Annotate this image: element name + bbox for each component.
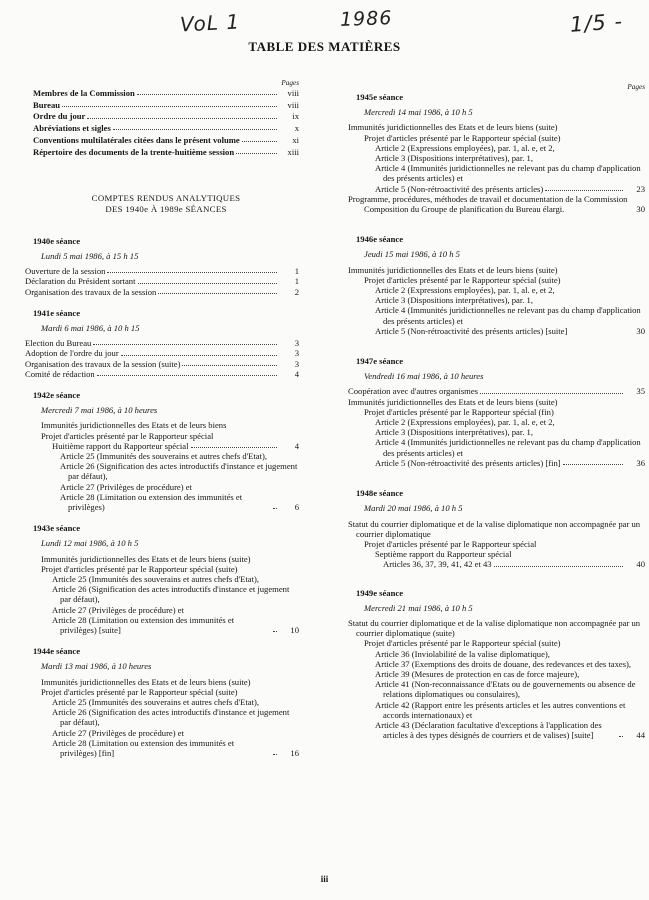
entry-text: Article 28 (Limitation ou extension des immunités et privilèges) [60, 491, 243, 512]
entry-text: Ordre du jour [33, 111, 86, 122]
seance-entry [348, 518, 645, 539]
seance-block [33, 523, 299, 635]
dot-leader [563, 464, 623, 465]
entry-page: 44 [636, 730, 645, 741]
entry-page: 4 [294, 440, 299, 451]
seance-date: Lundi 12 mai 1986, à 10 h 5 [41, 538, 139, 549]
seance-date: Jeudi 15 mai 1986, à 10 h 5 [364, 249, 460, 260]
entry-text: Projet d'articles présenté par le Rapporteur spécial (suite) [364, 274, 561, 285]
front-matter-entry [33, 88, 299, 98]
front-matter-entry [33, 111, 299, 121]
seance-block [348, 234, 645, 336]
seance-entry [356, 437, 645, 457]
seance-entry [25, 368, 299, 379]
seance-entry [25, 338, 299, 349]
entry-page: 3 [294, 348, 299, 359]
seance-entry [356, 184, 645, 194]
seance-entry [348, 193, 645, 204]
left-seance-list [25, 235, 299, 759]
seance-heading: 1942e séance [33, 389, 81, 400]
entry-text: Conventions multilatérales citées dans le présent volume [33, 134, 240, 145]
seance-entry [348, 617, 645, 639]
seance-heading: 1945e séance [356, 92, 404, 102]
entry-text: Programme, procédures, méthodes de travail et documentation de la Commission [348, 193, 628, 204]
seance-entry [33, 605, 299, 615]
entry-text: Membres de la Commission [33, 88, 135, 98]
seance-entry [356, 649, 645, 659]
entry-text: Comité de rédaction [25, 368, 95, 379]
dot-leader [113, 129, 277, 130]
entry-page: 10 [290, 625, 299, 636]
seance-entry [356, 700, 645, 720]
entry-text: Article 3 (Dispositions interprétatives), par. 1, [375, 153, 533, 164]
entry-page: x [294, 123, 299, 134]
entry-text: Projet d'articles présenté par le Rapporteur spécial (suite) [41, 686, 238, 697]
seance-block [25, 235, 299, 297]
entry-text: Immunités juridictionnelles des Etats et de leurs biens (suite) [41, 676, 251, 687]
seance-block [348, 587, 645, 741]
seance-entry [348, 396, 645, 407]
entry-page: viii [287, 88, 299, 98]
entry-text: Article 39 (Mesures de protection en cas de force majeure), [375, 668, 580, 679]
entry-text: Ouverture de la session [25, 266, 106, 277]
dot-leader [137, 94, 277, 95]
entry-text: Organisation des travaux de la session [25, 286, 157, 297]
seance-heading: 1943e séance [33, 523, 81, 534]
seance-date: Mercredi 7 mai 1986, à 10 heures [41, 405, 158, 416]
entry-text: Article 5 (Non-rétroactivité des présents articles) [375, 183, 544, 194]
dot-leader [87, 118, 277, 119]
seance-heading: 1944e séance [33, 646, 81, 657]
dot-leader [242, 141, 277, 142]
entry-text: Immunités juridictionnelles des Etats et de leurs biens [41, 420, 227, 431]
entry-text: Article 5 (Non-rétroactivité des présents articles) [suite] [375, 325, 568, 336]
entry-text: Projet d'articles présenté par le Rapporteur spécial [364, 538, 537, 549]
handwritten-year-note: 1986 [339, 7, 393, 31]
seance-block [348, 356, 645, 468]
seance-date: Mercredi 14 mai 1986, à 10 h 5 [364, 107, 473, 118]
seance-heading: 1948e séance [356, 488, 404, 499]
page-title: TABLE DES MATIÈRES [248, 39, 401, 54]
seance-block [348, 92, 645, 215]
seance-entry [356, 417, 645, 427]
entry-page: 3 [294, 358, 299, 369]
entry-page: 16 [290, 748, 299, 759]
seance-entry [356, 659, 645, 669]
seance-heading: 1949e séance [356, 587, 404, 598]
seance-block [33, 390, 299, 512]
seance-entry [25, 276, 299, 287]
seance-block [348, 488, 645, 570]
entry-text: Immunités juridictionnelles des Etats et de leurs biens (suite) [348, 396, 558, 407]
front-matter-entry [33, 147, 299, 157]
seance-entry [356, 549, 645, 559]
seance-entry [356, 163, 645, 183]
entry-text: Article 4 (Immunités juridictionnelles ne relevant pas du champ d'application des présents articles) et [375, 163, 641, 184]
seance-entry [356, 153, 645, 163]
entry-text: Statut du courrier diplomatique et de la valise diplomatique non accompagnée par un courrier diplomatique (suite) [348, 617, 641, 639]
seance-entry [33, 728, 299, 738]
seance-entry [356, 539, 645, 549]
dot-leader [273, 631, 277, 632]
entry-text: Election du Bureau [25, 338, 92, 349]
seance-heading: 1947e séance [356, 356, 404, 367]
front-matter-list [33, 88, 299, 157]
entry-text: Article 27 (Privilèges de procédure) et [60, 481, 192, 492]
seance-entry [33, 420, 299, 430]
seance-entry [33, 554, 299, 564]
seance-entry [33, 461, 299, 481]
entry-page: 30 [636, 204, 645, 215]
seance-entry [356, 275, 645, 285]
seance-entry [356, 407, 645, 417]
seance-entry [33, 492, 299, 512]
entry-text: Projet d'articles présenté par le Rapporteur spécial (suite) [364, 638, 561, 649]
dot-leader [273, 508, 277, 509]
seance-entry [33, 574, 299, 584]
entry-text: Article 26 (Signification des actes introductifs d'instance et jugement par défaut), [60, 461, 298, 482]
entry-text: Article 25 (Immunités des souverains et autres chefs d'Etat), [52, 697, 260, 708]
right-seance-list [348, 92, 645, 741]
entry-page: 23 [636, 183, 645, 194]
entry-text: Article 2 (Expressions employées), par. 1, al. e, et 2, [375, 417, 555, 428]
entry-text: Article 25 (Immunités des souverains et autres chefs d'Etat), [52, 574, 260, 584]
entry-text: Article 4 (Immunités juridictionnelles ne relevant pas du champ d'application des présents articles) et [375, 437, 641, 458]
entry-text: Organisation des travaux de la session (suite) [25, 358, 181, 369]
entry-text: Article 41 (Non-reconnaissance d'Etats ou de gouvernements ou absence de relations diplomatiques ou consulaires), [375, 679, 636, 700]
entry-text: Article 27 (Privilèges de procédure) et [52, 727, 184, 738]
handwritten-volume-note: VoL 1 [179, 9, 241, 37]
seance-entry [25, 348, 299, 359]
seance-entry [33, 677, 299, 687]
dot-leader [545, 190, 623, 191]
entry-text: Article 2 (Expressions employées), par. 1, al. e, et 2, [375, 285, 555, 296]
dot-leader [107, 272, 277, 273]
entry-page: 30 [636, 325, 645, 336]
seance-entry [33, 738, 299, 758]
entry-page: 40 [636, 559, 645, 570]
entry-page: 35 [636, 386, 645, 397]
entry-page: 6 [294, 501, 299, 512]
dot-leader [480, 393, 623, 394]
front-matter-entry [33, 135, 299, 145]
seance-entry [356, 204, 645, 214]
seance-entry [356, 720, 645, 740]
seance-entry [25, 286, 299, 297]
seance-entry [356, 326, 645, 336]
seance-entry [33, 697, 299, 707]
entry-text: Article 3 (Dispositions interprétatives), par. 1, [375, 427, 533, 438]
entry-text: Projet d'articles présenté par le Rapporteur spécial [41, 430, 214, 441]
seance-entry [356, 638, 645, 648]
entry-text: Article 25 (Immunités des souverains et autres chefs d'Etat), [60, 450, 268, 461]
seance-entry [356, 669, 645, 679]
seance-block [25, 307, 299, 379]
section-title-line2: DES 1940e À 1989e SÉANCES [105, 204, 227, 215]
seance-entry [356, 295, 645, 305]
seance-date: Mercredi 21 mai 1986, à 10 h 5 [364, 602, 473, 613]
entry-text: Article 27 (Privilèges de procédure) et [52, 604, 184, 615]
seance-entry [33, 707, 299, 727]
dot-leader [182, 365, 277, 366]
entry-text: Bureau [33, 99, 61, 110]
seance-heading: 1940e séance [33, 235, 81, 246]
page-number: iii [320, 874, 329, 884]
dot-leader [158, 293, 277, 294]
seance-entry [356, 133, 645, 143]
seance-entry [356, 559, 645, 569]
seance-entry [33, 564, 299, 574]
dot-leader [138, 283, 278, 284]
entry-text: Article 5 (Non-rétroactivité des présents articles) [fin] [375, 457, 561, 468]
entry-text: Huitième rapport du Rapporteur spécial [52, 440, 189, 451]
entry-text: Septième rapport du Rapporteur spécial [375, 549, 512, 560]
dot-leader [93, 344, 277, 345]
entry-text: Adoption de l'ordre du jour [25, 348, 119, 359]
seance-entry [33, 584, 299, 604]
dot-leader [97, 375, 277, 376]
entry-text: Article 37 (Exemptions des droits de douane, des redevances et des taxes), [375, 658, 632, 669]
entry-page: xi [292, 134, 299, 145]
entry-text: Statut du courrier diplomatique et de la valise diplomatique non accompagnée par un courrier diplomatique [348, 518, 641, 539]
seance-entry [33, 451, 299, 461]
seance-entry [33, 615, 299, 635]
dot-leader [619, 736, 623, 737]
entry-page: 36 [636, 457, 645, 468]
entry-text: Abréviations et sigles [33, 123, 111, 134]
seance-entry [356, 285, 645, 295]
seance-entry [348, 122, 645, 133]
entry-text: Article 28 (Limitation ou extension des immunités et privilèges) [fin] [52, 737, 235, 759]
toc-left-column [25, 78, 299, 769]
seance-block [33, 646, 299, 758]
seance-entry [25, 358, 299, 369]
entry-text: Article 43 (Déclaration facultative d'exceptions à l'application des articles à des types désignés de courriers et de valises) [suite] [375, 719, 602, 741]
entry-text: Projet d'articles présenté par le Rapporteur spécial (suite) [41, 563, 238, 574]
seance-entry [356, 427, 645, 437]
entry-page: 1 [294, 266, 299, 277]
seance-entry [33, 441, 299, 451]
seance-entry [348, 264, 645, 275]
seance-entry [33, 687, 299, 697]
dot-leader [236, 153, 277, 154]
entry-text: Projet d'articles présenté par le Rapporteur spécial (suite) [364, 132, 561, 143]
seance-entry [348, 386, 645, 397]
pages-header-right: Pages [627, 83, 645, 91]
entry-text: Immunités juridictionnelles des Etats et de leurs biens (suite) [41, 553, 251, 564]
entry-text: Coopération avec d'autres organismes [348, 386, 479, 397]
entry-text: Répertoire des documents de la trente-huitième session [33, 146, 235, 157]
seance-entry [25, 266, 299, 277]
seance-heading: 1946e séance [356, 234, 404, 245]
entry-text: Article 28 (Limitation ou extension des immunités et privilèges) [suite] [52, 614, 235, 636]
entry-text: Projet d'articles présenté par le Rapporteur spécial (fin) [364, 406, 554, 417]
entry-page: ix [292, 111, 299, 122]
front-matter-entry [33, 123, 299, 133]
entry-page: xiii [287, 146, 299, 157]
entry-text: Article 36 (Inviolabilité de la valise diplomatique), [375, 648, 550, 659]
front-matter-entry [33, 100, 299, 110]
entry-text: Déclaration du Président sortant [25, 276, 136, 287]
entry-text: Article 42 (Rapport entre les présents articles et les autres conventions et accords internationaux) et [375, 699, 626, 720]
seance-entry [356, 143, 645, 153]
entry-text: Immunités juridictionnelles des Etats et de leurs biens (suite) [348, 264, 558, 275]
seance-date: Mardi 20 mai 1986, à 10 h 5 [364, 503, 463, 514]
seance-date: Lundi 5 mai 1986, à 15 h 15 [41, 250, 139, 261]
entry-page: 3 [294, 338, 299, 349]
entry-page: 4 [294, 368, 299, 379]
dot-leader [191, 447, 277, 448]
entry-page: viii [287, 99, 299, 110]
entry-page: 1 [294, 276, 299, 287]
entry-text: Article 2 (Expressions employées), par. 1, al. e, et 2, [375, 142, 555, 153]
seance-date: Mardi 13 mai 1986, à 10 heures [41, 661, 152, 672]
section-title-line1: COMPTES RENDUS ANALYTIQUES [91, 192, 241, 203]
entry-text: Article 4 (Immunités juridictionnelles ne relevant pas du champ d'application des présents articles) et [375, 305, 641, 326]
seance-entry [33, 431, 299, 441]
entry-text: Immunités juridictionnelles des Etats et de leurs biens (suite) [348, 122, 558, 133]
entry-text: Composition du Groupe de planification du Bureau élargi. [364, 204, 565, 215]
entry-page: 2 [294, 286, 299, 297]
dot-leader [121, 355, 277, 356]
entry-text: Article 26 (Signification des actes introductifs d'instance et jugement par défaut), [52, 707, 290, 728]
seance-date: Mardi 6 mai 1986, à 10 h 15 [41, 322, 140, 333]
seance-heading: 1941e séance [33, 307, 81, 318]
entry-text: Article 3 (Dispositions interprétatives), par. 1, [375, 295, 533, 306]
seance-date: Vendredi 16 mai 1986, à 10 heures [364, 371, 484, 382]
seance-entry [356, 679, 645, 699]
entry-text: Articles 36, 37, 39, 41, 42 et 43 [383, 559, 492, 570]
section-title [33, 193, 299, 216]
dot-leader [273, 754, 277, 755]
seance-entry [356, 458, 645, 468]
dot-leader [494, 566, 623, 567]
toc-right-column [348, 82, 645, 758]
seance-entry [33, 482, 299, 492]
pages-header-left: Pages [281, 79, 299, 87]
entry-text: Article 26 (Signification des actes introductifs d'instance et jugement par défaut), [52, 584, 290, 605]
handwritten-fraction-note: 1/5 - [569, 9, 624, 37]
dot-leader [62, 106, 277, 107]
seance-entry [356, 305, 645, 325]
